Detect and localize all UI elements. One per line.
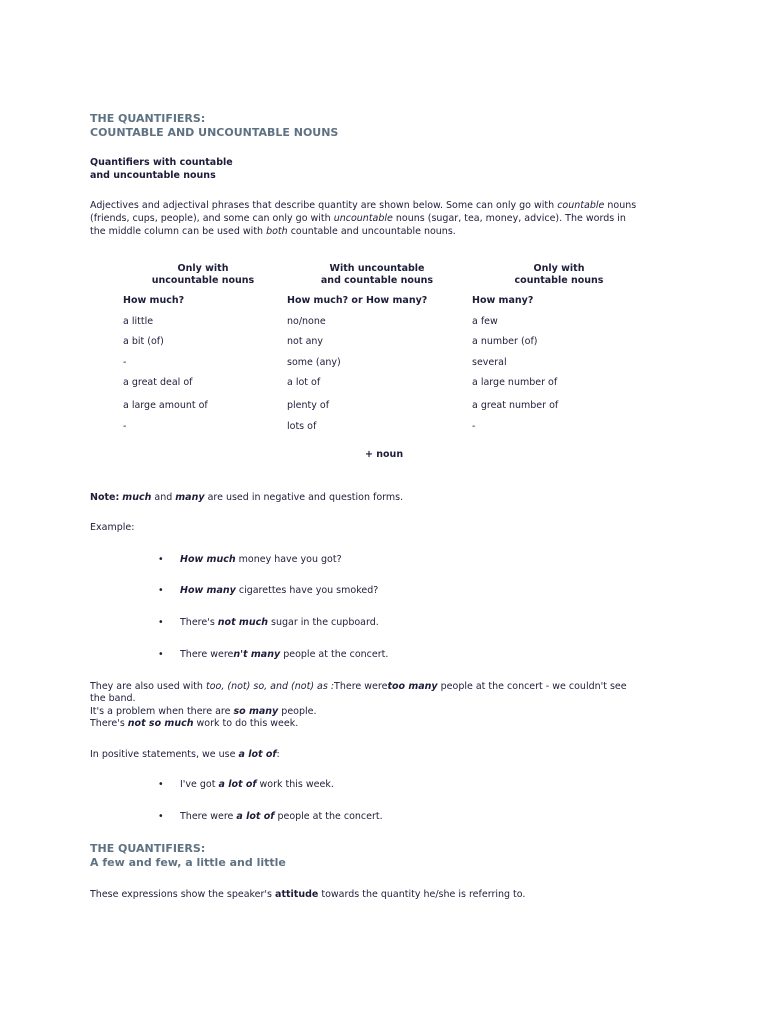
text: uncountable [333,213,393,224]
text: towards the quantity he/she is referring to. [318,889,526,900]
intro-line3 [90,226,456,238]
bullet-icon: • [158,649,164,660]
text: much [122,492,152,503]
bullet-icon: • [158,779,164,790]
also-line4 [90,718,298,730]
text: work to do this week. [193,718,299,729]
text: n't many [233,649,281,660]
text: They are also used with [90,681,206,692]
text: : [276,749,280,760]
header-col1 [113,263,293,287]
positive-intro [90,749,280,761]
text: nouns (sugar, tea, money, advice). The words in [392,213,626,224]
text: money have you got? [235,554,342,565]
question-col3: How many? [472,295,534,306]
text: There's [90,718,128,729]
table-cell: no/none [287,316,326,327]
text: not much [217,617,268,628]
text: attitude [275,889,319,900]
bullet-icon: • [158,617,164,628]
text: a lot of [218,779,257,790]
text: people. [278,706,317,717]
text: How much [180,554,236,565]
text: countable nouns [514,275,604,286]
subtitle-line1: Quantifiers with countable [90,157,233,168]
text: and countable nouns [320,275,434,286]
table-cell: lots of [287,421,317,432]
header-col2 [287,263,467,287]
text: I've got [180,779,219,790]
text: (friends, cups, people), and some can only go with [90,213,334,224]
table-cell: a bit (of) [123,336,164,347]
table-cell: a little [123,316,154,327]
text: How many [180,585,236,596]
text: In positive statements, we use [90,749,239,760]
subtitle-line2: and uncountable nouns [90,170,216,181]
table-cell: a number (of) [472,336,538,347]
text: not so much [127,718,194,729]
table-cell: a lot of [287,377,321,388]
table-cell: some (any) [287,357,341,368]
text: people at the concert. [274,811,383,822]
also-line3 [90,706,317,718]
text: There were [180,811,237,822]
text: There were [334,681,388,692]
text [180,617,379,629]
table-cell: several [472,357,507,368]
text: With uncountable [329,263,425,274]
note [90,492,403,504]
text: too many [387,681,438,692]
text: a lot of [238,749,277,760]
intro-line1 [90,200,636,212]
text: Note: [90,492,120,503]
text: so many [233,706,279,717]
text: cigarettes have you smoked? [235,585,379,596]
table-cell: a great deal of [123,377,193,388]
text: Only with [177,263,229,274]
table-cell: plenty of [287,400,330,411]
table-cell: - [123,357,127,368]
text [180,585,378,597]
text: uncountable nouns [151,275,255,286]
text: countable [557,200,605,211]
also-line1 [90,681,627,693]
text [180,554,342,566]
text: It's a problem when there are [90,706,234,717]
question-col2: How much? or How many? [287,295,428,306]
text [180,811,383,823]
table-cell: a great number of [472,400,559,411]
text: both [266,226,288,237]
text: These expressions show the speaker's [90,889,276,900]
header-col3 [469,263,649,287]
bullet-icon: • [158,554,164,565]
title-line1: THE QUANTIFIERS: [90,112,206,125]
question-col1: How much? [123,295,185,306]
table-cell: - [472,421,476,432]
text: and [151,492,176,503]
text: work this week. [256,779,334,790]
text: too, (not) so, and (not) as : [205,681,335,692]
text: nouns [604,200,637,211]
bullet-icon: • [158,585,164,596]
text: people at the concert - we couldn't see [437,681,627,692]
text: There's [180,617,218,628]
bullet-icon: • [158,811,164,822]
text: people at the concert. [280,649,389,660]
example-label: Example: [90,522,135,533]
table-cell: a few [472,316,498,327]
text [180,649,388,661]
text: Adjectives and adjectival phrases that describe quantity are shown below. Some can only go with [90,200,558,211]
text: a lot of [236,811,275,822]
text: Only with [533,263,585,274]
last-paragraph [90,889,525,901]
text: sugar in the cupboard. [268,617,379,628]
table-footer: + noun [365,449,404,460]
title2-line1: THE QUANTIFIERS: [90,842,206,855]
text: many [175,492,205,503]
text: There were [180,649,234,660]
text: countable and uncountable nouns. [287,226,456,237]
title2-line2: A few and few, a little and little [90,856,286,869]
text [180,779,334,791]
table-cell: a large amount of [123,400,208,411]
table-cell: not any [287,336,324,347]
table-cell: - [123,421,127,432]
text: the middle column can be used with [90,226,267,237]
table-cell: a large number of [472,377,558,388]
text: are used in negative and question forms. [204,492,404,503]
also-line2: the band. [90,693,136,704]
intro-line2 [90,213,626,225]
title-line2: COUNTABLE AND UNCOUNTABLE NOUNS [90,126,339,139]
